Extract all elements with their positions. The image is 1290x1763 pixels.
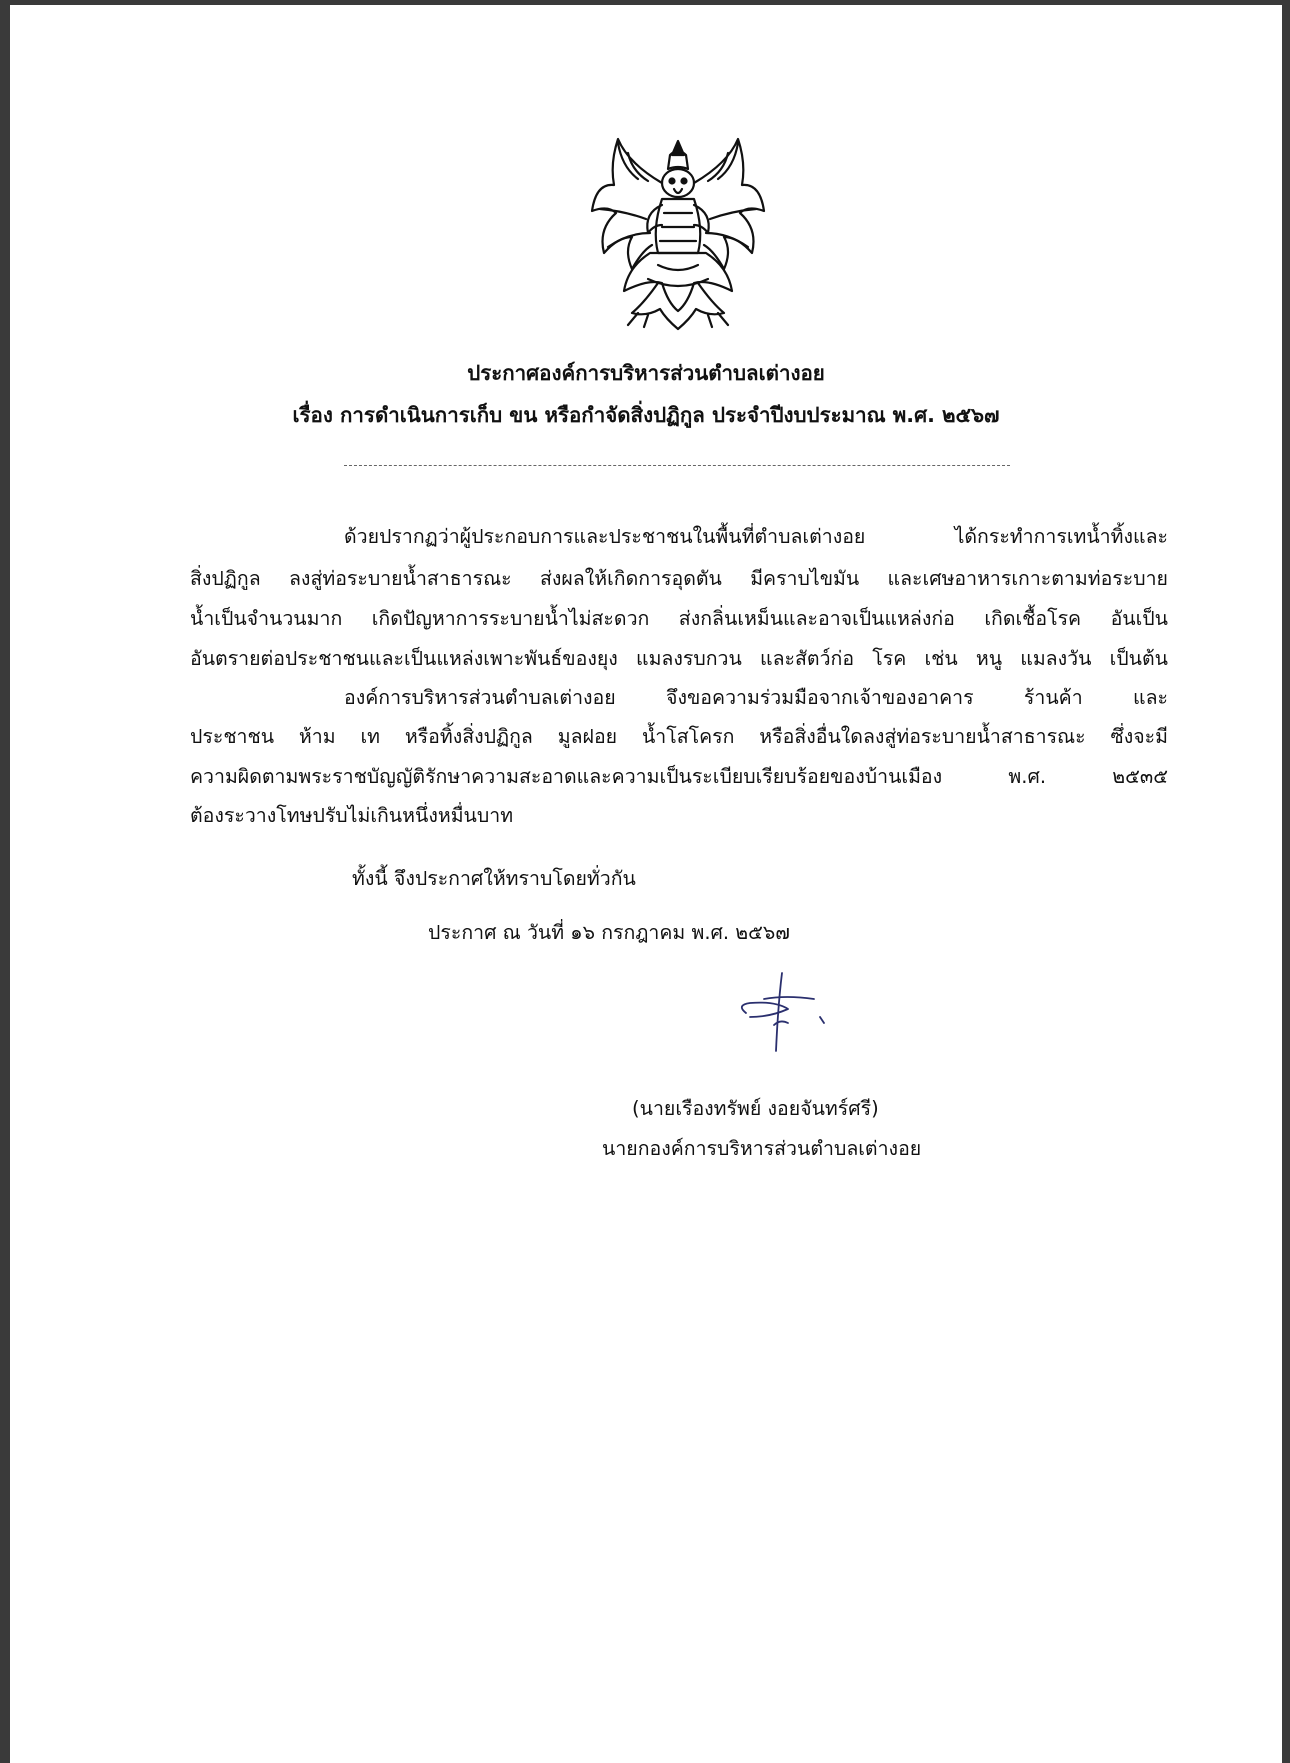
signer-name: (นายเรืองทรัพย์ งอยจันทร์ศรี) [632,1097,879,1120]
closing-statement: ทั้งนี้ จึงประกาศให้ทราบโดยทั่วกัน [352,867,636,890]
announcement-date: ประกาศ ณ วันที่ ๑๖ กรกฎาคม พ.ศ. ๒๕๖๗ [428,921,790,944]
window-frame-right [1282,0,1290,1763]
body-line: สิ่งปฏิกูล ลงสู่ท่อระบายน้ำสาธารณะ ส่งผลให้เกิดการอุดตัน มีคราบไขมัน และเศษอาหารเกาะตามท่อระบาย [190,567,1168,590]
signer-position: นายกองค์การบริหารส่วนตำบลเต่างอย [602,1137,922,1160]
document-title: ประกาศองค์การบริหารส่วนตำบลเต่างอย [467,361,825,385]
body-line: องค์การบริหารส่วนตำบลเต่างอย จึงขอความร่วมมือจากเจ้าของอาคาร ร้านค้า และ [344,686,1168,709]
title-divider [344,465,1010,466]
document-page [10,5,1282,1763]
body-line: ต้องระวางโทษปรับไม่เกินหนึ่งหมื่นบาท [190,804,514,827]
signature-icon [716,965,846,1065]
garuda-emblem-icon [588,133,768,333]
body-line: อันตรายต่อประชาชนและเป็นแหล่งเพาะพันธ์ของยุง แมลงรบกวน และสัตว์ก่อ โรค เช่น หนู แมลงวัน เป็นต้น [190,647,1168,670]
body-line: ด้วยปรากฏว่าผู้ประกอบการและประชาชนในพื้นที่ตำบลเต่างอย ได้กระทำการเทน้ำทิ้งและ [344,525,1168,548]
window-frame-left [0,0,10,1763]
document-subject: เรื่อง การดำเนินการเก็บ ขน หรือกำจัดสิ่งปฏิกูล ประจำปีงบประมาณ พ.ศ. ๒๕๖๗ [292,403,1000,427]
body-line: ประชาชน ห้าม เท หรือทิ้งสิ่งปฏิกูล มูลฝอย น้ำโสโครก หรือสิ่งอื่นใดลงสู่ท่อระบายน้ำสาธารณะ ซึ่งจะมี [190,725,1168,748]
body-line: น้ำเป็นจำนวนมาก เกิดปัญหาการระบายน้ำไม่สะดวก ส่งกลิ่นเหม็นและอาจเป็นแหล่งก่อ เกิดเชื้อโรค อันเป็น [190,607,1168,630]
body-line: ความผิดตามพระราชบัญญัติรักษาความสะอาดและความเป็นระเบียบเรียบร้อยของบ้านเมือง พ.ศ. ๒๕๓๕ [190,765,1168,788]
